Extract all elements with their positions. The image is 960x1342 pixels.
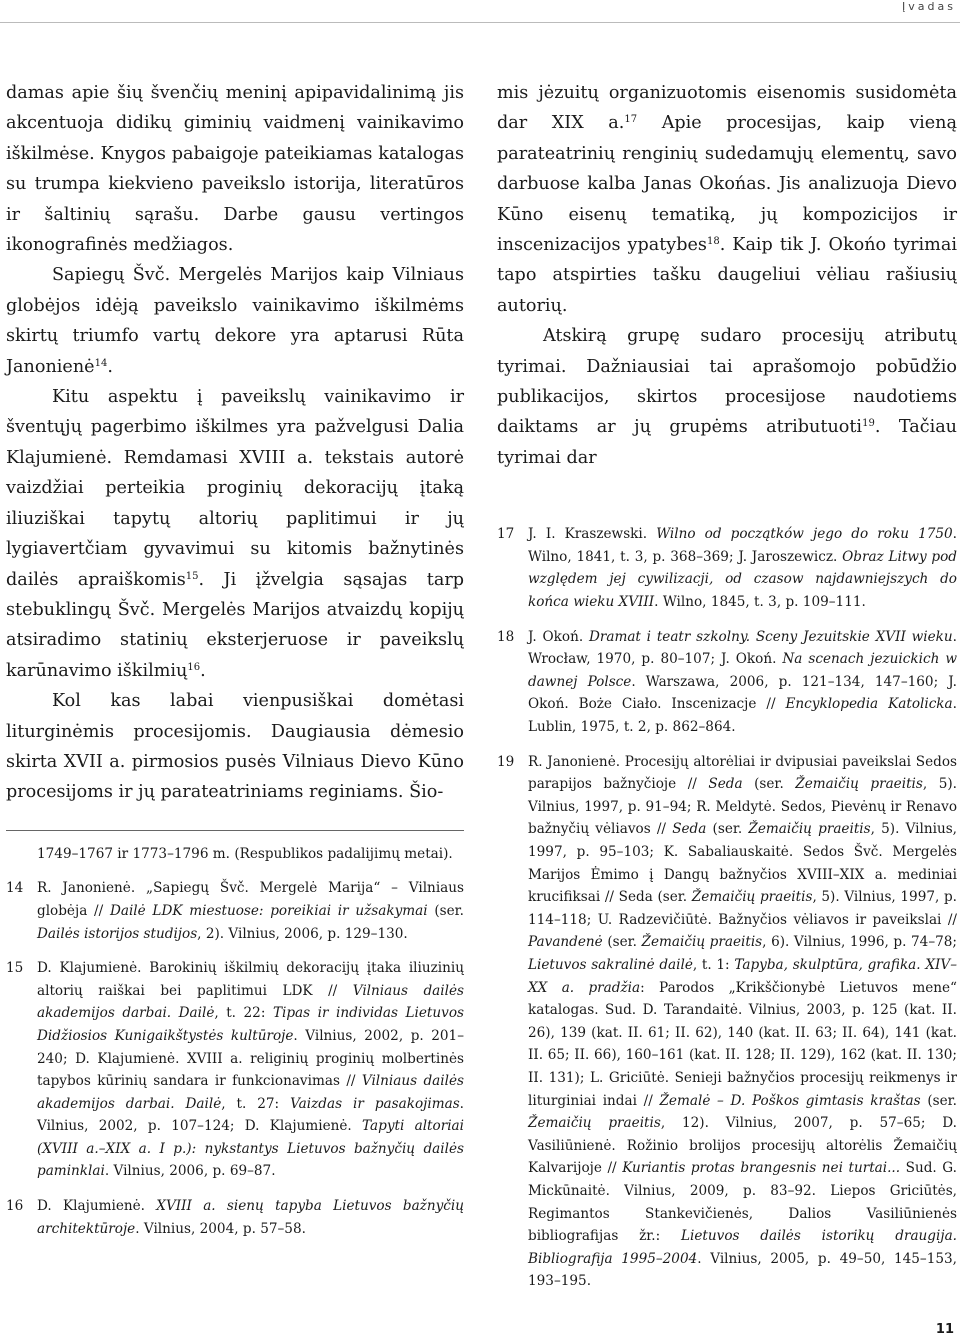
footnote xyxy=(497,523,957,613)
footnote-ref: 15 xyxy=(185,570,199,582)
italic-title: Dailės istorijos studijos xyxy=(37,925,198,942)
paragraph xyxy=(6,260,464,382)
right-column xyxy=(497,78,957,1305)
footnote-ref: 19 xyxy=(862,418,875,430)
text-run: (ser. xyxy=(920,1092,957,1109)
text-run: . Ji įžvelgia sąsajas tarp stebuklingų Švč. Mergelės Marijos atvaizdų kopijų atsiradimo statinių eksterjeruose ir paveikslų karūnavimo iškilmių xyxy=(6,569,464,681)
running-head-title: Įvadas xyxy=(902,0,956,13)
italic-title: XVIII a. sienų tapyba Lietuvos bažnyčių architektūroje xyxy=(37,1198,464,1237)
text-run: . Wilno, 1841, t. 3, p. 368–369; J. Jaroszewicz. xyxy=(528,526,957,565)
italic-title: Dailė LDK miestuose: poreikiai ir užsakymai xyxy=(109,902,428,919)
text-run: (ser. xyxy=(427,902,464,919)
footnote-ref: 17 xyxy=(624,114,638,126)
right-footnote-list xyxy=(497,523,957,1293)
paragraph xyxy=(6,382,464,686)
text-run: . xyxy=(200,660,206,681)
footnote xyxy=(497,626,957,739)
text-run: , 5). Vilnius, 1997, p. 114–118; U. Radzevičiūtė. Bažnyčios vėliavos ir paveikslai // xyxy=(528,889,957,928)
text-run: , 5). Vilnius, 1997, p. 95–103; K. Sabaliauskaitė. Sedos Švč. Mergelės Marijos Ėmimo į Dangų bažnyčios XVIII–XIX a. mediniai krucifiksai // Seda (ser. xyxy=(528,821,957,906)
footnote-ref: 16 xyxy=(187,661,201,673)
italic-title: Wilno od początków jego do roku 1750 xyxy=(656,526,953,543)
italic-title: Lietuvos sakralinė dailė xyxy=(528,956,693,973)
footnote-continuation: 1749–1767 ir 1773–1796 m. (Respublikos padalijimų metai). xyxy=(37,845,453,862)
text-run: . Wrocław, 1970, p. 80–107; J. Okoń. xyxy=(528,628,957,668)
text-run: damas apie šių švenčių meninį apipavidalinimą jis akcentuoja didikų giminių vaidmenį vainikavimo iškilmėse. Knygos pabaigoje pateikiamas katalogas su trumpa kiekvieno paveikslo istorija, literatūros ir šaltinių sąrašu. Darbe gausu vertingos ikonografinės medžiagos. xyxy=(6,83,464,256)
text-run: (ser. xyxy=(706,821,749,838)
paragraph xyxy=(6,686,464,808)
footnote-number: 14 xyxy=(6,880,24,897)
running-head xyxy=(0,0,960,18)
footnote xyxy=(6,877,464,945)
italic-title: Tapyba, skulptūra, grafika. XIV–XX a. pradžia xyxy=(528,956,957,996)
text-run: . Warszawa, 2006, p. 121–134, 147–160; J. Okoń. Boże Ciało. Inscenizacje // xyxy=(528,673,957,713)
footnote-ref: 14 xyxy=(94,357,108,369)
text-run: R. Janonienė. „Sapiegų Švč. Mergelė Marija“ – Vilniaus globėja // xyxy=(37,880,464,919)
italic-title: Vilniaus dailės akademijos darbai. Dailė xyxy=(37,1073,464,1112)
text-run: . Tačiau tyrimai dar xyxy=(497,417,958,468)
right-body-text xyxy=(497,78,957,473)
text-run: . Kaip tik J. Okońo tyrimai tapo atspirties tašku daugeliui vėliau rašiusių autorių. xyxy=(497,235,957,316)
footnote-ref: 18 xyxy=(706,236,720,248)
left-column xyxy=(6,78,464,1252)
footnote-number: 19 xyxy=(497,753,515,770)
text-run: , t. 27: xyxy=(221,1095,291,1112)
italic-title: Žemaičių praeitis xyxy=(691,889,813,906)
text-run: R. Janonienė. Procesijų altorėliai ir dvipusiai paveikslai Sedos parapijos bažnyčioje // xyxy=(528,753,957,793)
text-run: , t. 1: xyxy=(692,956,735,973)
italic-title: Obraz Litwy pod względem jej cywilizacji, od czasow najdawniejszych do końca wieku XVIII xyxy=(528,548,958,611)
text-run: . Wilno, 1845, t. 3, p. 109–111. xyxy=(654,594,866,611)
left-footnote-list xyxy=(6,877,464,1240)
italic-title: Žemaičių praeitis xyxy=(528,1115,661,1132)
footnote-number: 15 xyxy=(6,960,24,977)
italic-title: Vaizdas ir pasakojimas xyxy=(290,1095,460,1112)
italic-title: Lietuvos dailės istorikų draugija. Bibliografija 1995–2004 xyxy=(528,1228,957,1267)
text-run: . Vilnius, 2006, p. 69–87. xyxy=(104,1163,276,1180)
footnote xyxy=(497,751,957,1293)
text-run: : Parodos „Krikščionybė Lietuvos mene“ katalogas. Sud. D. Tarandaitė. Vilnius, 2003, p. 125 (kat. II. 26), 139 (kat. II. 61; II. 62), 140 (kat. II. 63; II. 64), 141 (kat. II. 65; II. 66), 160–161 (kat. II. 128; II. 129), 162 (kat. II. 130; II. 131); L. Griciūtė. Senieji bažnyčios procesijų reikmenys ir liturginiai indai // xyxy=(528,979,958,1109)
italic-title: Žemaičių praeitis xyxy=(795,776,923,793)
text-run: , 12). Vilnius, 2007, p. 57–65; D. Vasiliūnienė. Rožinio brolijos procesijų altorėlis Žemaičių Kalvarijoje // xyxy=(528,1115,957,1177)
footnote-number: 18 xyxy=(497,628,515,645)
text-run: , 5). Vilnius, 1997, p. 91–94; R. Meldytė. Sedos, Pievėnų ir Renavo bažnyčių vėliavos // xyxy=(528,776,958,838)
italic-title: Vilniaus dailės akademijos darbai. Dailė xyxy=(37,982,464,1022)
paragraph xyxy=(497,321,957,473)
text-run: , t. 22: xyxy=(214,1005,273,1022)
text-run: (ser. xyxy=(602,934,642,951)
paragraph xyxy=(497,78,957,321)
italic-title: Pavandenė xyxy=(528,934,603,951)
footnote-number: 17 xyxy=(497,526,515,543)
text-run: D. Klajumienė. Barokinių iškilmių dekoracijų įtaka iliuzinių altorių raiškai bei paplitimui LDK // xyxy=(37,960,464,999)
paragraph xyxy=(6,78,464,260)
italic-title: Tapyti altoriai (XVIII a.–XIX a. I p.): nykstantys Lietuvos bažnyčių dailės paminklai xyxy=(37,1118,464,1180)
text-run: . Vilnius, 2004, p. 57–58. xyxy=(135,1220,306,1237)
italic-title: Na scenach jezuickich w dawnej Polsce xyxy=(528,651,957,690)
footnote xyxy=(6,957,464,1183)
text-run: . Vilnius, 2002, p. 107–124; D. Klajumienė. xyxy=(37,1095,464,1135)
italic-title: Dramat i teatr szkolny. Sceny Jezuitskie XVII wieku xyxy=(588,628,953,645)
text-run: Sud. G. Mickūnaitė. Vilnius, 2009, p. 83–92. Liepos Griciūtės, Regimantos Stankevičienės, Dalios Vasiliūnienės bibliografijas žr.: xyxy=(528,1160,957,1245)
footnote-number: 16 xyxy=(6,1198,24,1215)
italic-title: Seda xyxy=(708,776,743,793)
italic-title: Tipas ir individas Lietuvos Didžiosios Kunigaikštystės kultūroje xyxy=(37,1005,464,1044)
text-run: . xyxy=(107,356,113,377)
text-run: J. Okoń. xyxy=(528,628,589,645)
left-footnote-rule xyxy=(6,830,464,831)
italic-title: Žemalė – D. Poškos gimtasis kraštas xyxy=(659,1092,921,1109)
text-run: , 2). Vilnius, 2006, p. 129–130. xyxy=(197,925,408,942)
italic-title: Žemaičių praeitis xyxy=(641,934,763,951)
left-footnotes xyxy=(6,843,464,1241)
text-run: Apie procesijas, kaip vieną parateatrinių renginių sudedamųjų elementų, savo darbuose kalba Janas Okońas. Jis analizuoja Dievo Kūno eisenų tematiką, jų kompozicijos ir inscenizacijos ypatybes xyxy=(497,113,957,256)
footnote xyxy=(6,1195,464,1240)
text-run: Kol kas labai vienpusiškai domėtasi liturginėmis procesijomis. Daugiausia dėmesio skirta XVII a. pirmosios pusės Vilniaus Dievo Kūno procesijoms ir jų parateatriniams reginiams. Šio- xyxy=(6,691,464,803)
text-run: , 6). Vilnius, 1996, p. 74–78; xyxy=(762,934,957,951)
text-run: . Vilnius, 2005, p. 49–50, 145–153, 193–195. xyxy=(528,1250,957,1290)
page-number: 11 xyxy=(935,1322,954,1337)
italic-title: Žemaičių praeitis xyxy=(748,821,871,838)
text-run: Kitu aspektu į paveikslų vainikavimo ir šventųjų pagerbimo iškilmes yra pažvelgusi Dalia Klajumienė. Remdamasi XVIII a. tekstais autorė vaizdžiai perteikia proginių dekoracijų įtaką iliuziškai tapytų altorių paplitimui ir jų lygiavertčiam gyvavimui su kitomis bažnytinės dailės apraiškomis xyxy=(6,387,464,590)
text-run: . Lublin, 1975, t. 2, p. 862–864. xyxy=(528,696,957,736)
text-run: J. I. Kraszewski. xyxy=(528,526,657,543)
text-run: . Vilnius, 2002, p. 201–240; D. Klajumienė. XVIII a. religinių proginių molbertinės tapybos kūrinių sandara ir funkcionavimas // xyxy=(37,1027,465,1090)
right-footnotes xyxy=(497,523,957,1293)
text-run: (ser. xyxy=(742,776,796,793)
left-body-text xyxy=(6,78,464,808)
text-run: Atskirą grupę sudaro procesijų atributų tyrimai. Dažniausiai tai aprašomojo pobūdžio publikacijos, skirtos procesijose naudotiems daiktams ar jų grupėms atributuoti xyxy=(497,326,957,438)
italic-title: Encyklopedia Katolicka xyxy=(785,696,953,713)
italic-title: Seda xyxy=(672,821,707,838)
text-run: D. Klajumienė. xyxy=(37,1198,157,1215)
text-run: mis jėzuitų organizuotomis eisenomis susidomėta dar XIX a. xyxy=(497,83,957,134)
running-head-rule xyxy=(0,22,960,23)
italic-title: Kuriantis protas brangesnis nei turtai... xyxy=(622,1160,901,1177)
text-run: Sapiegų Švč. Mergelės Marijos kaip Vilniaus globėjos idėją paveikslo vainikavimo iškilmėms skirtų triumfo vartų dekore yra aptarusi Rūta Janonienė xyxy=(6,265,464,377)
